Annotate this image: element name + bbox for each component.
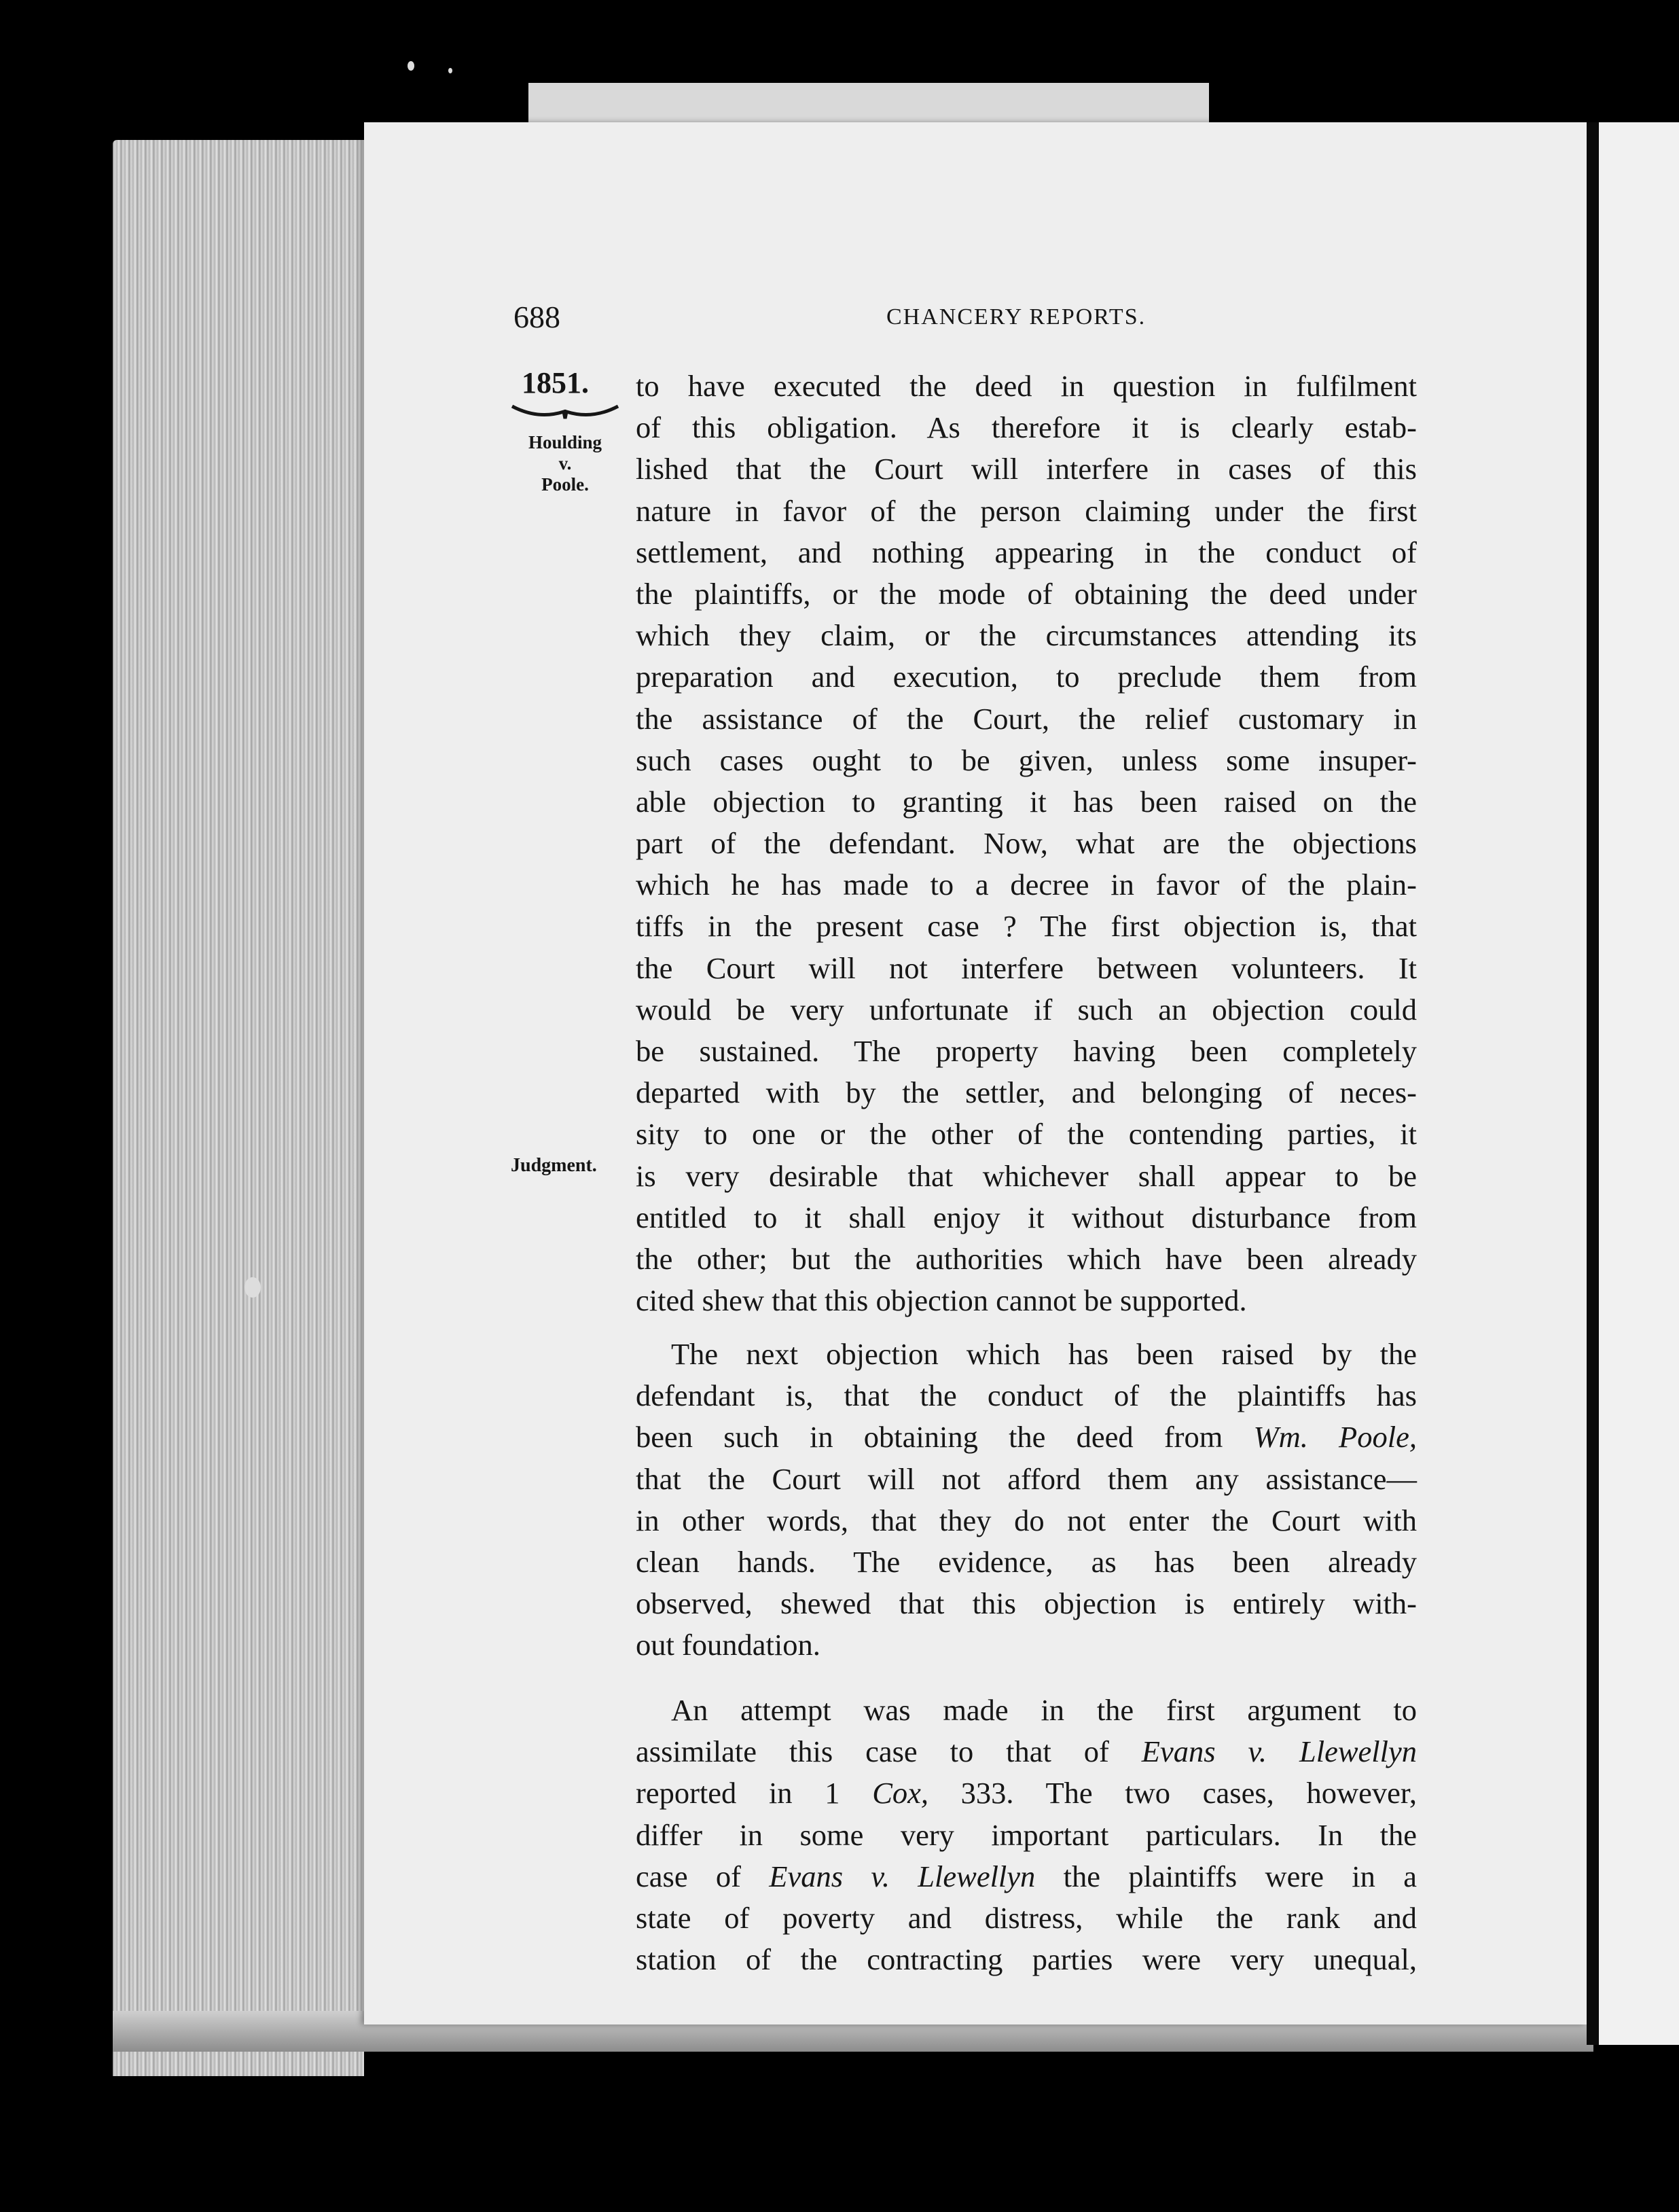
text-line: departed with by the settler, and belonging of neces- [636,1075,1417,1110]
facing-page-strip [1593,122,1679,2045]
text-line: lished that the Court will interfere in cases of this [636,452,1417,486]
text-line: which they claim, or the circumstances attending its [636,618,1417,653]
margin-judgment-note: Judgment. [511,1155,597,1176]
page-number: 688 [513,300,560,334]
margin-case-name [518,432,613,495]
text-line: be sustained. The property having been completely [636,1034,1417,1068]
text-line: state of poverty and distress, while the rank and [636,1900,1417,1935]
text-line: able objection to granting it has been raised on the [636,784,1417,819]
text-line: clean hands. The evidence, as has been already [636,1544,1417,1579]
case-party-2: Poole. [541,474,589,495]
scan-speck [408,61,414,71]
reporter-citation: Cox, [872,1776,928,1810]
paragraph-3 [636,1690,1417,1980]
case-citation: Evans v. Llewellyn [1141,1734,1417,1769]
text-run: the plaintiffs were in a [1035,1859,1417,1893]
text-line: would be very unfortunate if such an objection could [636,992,1417,1027]
text-line: which he has made to a decree in favor of the plain- [636,868,1417,902]
text-run: 333. The two cases, however, [928,1776,1417,1810]
scan-speck [448,68,452,73]
text-line: of this obligation. As therefore it is clearly estab- [636,410,1417,445]
text-line: such cases ought to be given, unless some insuper- [636,743,1417,777]
text-line: that the Court will not afford them any assistance— [636,1461,1417,1496]
scan-speck [245,1277,261,1298]
text-line: nature in favor of the person claiming under the first [636,493,1417,528]
text-line: part of the defendant. Now, what are the objections [636,826,1417,861]
text-line [636,1772,1417,1814]
brace-ornament [511,402,619,423]
paragraph-2 [636,1334,1417,1666]
text-line: cited shew that this objection cannot be supported. [636,1283,1247,1318]
paragraph-1 [636,365,1417,1321]
text-line [636,1731,1417,1772]
text-line: to have executed the deed in question in fulfilment [636,369,1417,403]
text-line: differ in some very important particulars. In the [636,1817,1417,1852]
text-line [636,1416,1417,1458]
text-line: the plaintiffs, or the mode of obtaining the deed under [636,576,1417,611]
text-line: The next objection which has been raised by the [671,1337,1417,1371]
text-line: An attempt was made in the first argument to [671,1693,1417,1727]
text-run: case of [636,1859,770,1893]
text-line: defendant is, that the conduct of the plaintiffs has [636,1378,1417,1413]
case-party-1: Houlding [528,432,602,452]
text-line: the other; but the authorities which have been already [636,1241,1417,1276]
text-line: settlement, and nothing appearing in the conduct of [636,535,1417,569]
running-head: CHANCERY REPORTS. [886,304,1147,329]
italic-name: Wm. Poole, [1253,1420,1417,1455]
text-run: been such in obtaining the deed from [636,1420,1254,1455]
page-gutter-shadow [1587,122,1599,2045]
text-line: in other words, that they do not enter the Court with [636,1503,1417,1537]
margin-year: 1851. [522,366,589,399]
text-line: observed, shewed that this objection is entirely with- [636,1586,1417,1621]
case-versus: v. [558,453,572,474]
book-page-edges [113,140,364,2076]
text-line: out foundation. [636,1628,820,1662]
text-line: the Court will not interfere between volunteers. It [636,950,1417,985]
text-run: assimilate this case to that of [636,1734,1142,1769]
text-line: sity to one or the other of the contending parties, it [636,1117,1417,1152]
text-line: is very desirable that whichever shall appear to be [636,1158,1417,1193]
text-run: reported in 1 [636,1776,873,1810]
text-line: preparation and execution, to preclude them from [636,660,1417,694]
text-line: station of the contracting parties were very unequal, [636,1942,1417,1977]
case-citation: Evans v. Llewellyn [769,1859,1036,1893]
text-line: the assistance of the Court, the relief customary in [636,701,1417,736]
text-line: tiffs in the present case ? The first objection is, that [636,909,1417,944]
text-line [636,1856,1417,1897]
text-line: entitled to it shall enjoy it without disturbance from [636,1200,1417,1234]
